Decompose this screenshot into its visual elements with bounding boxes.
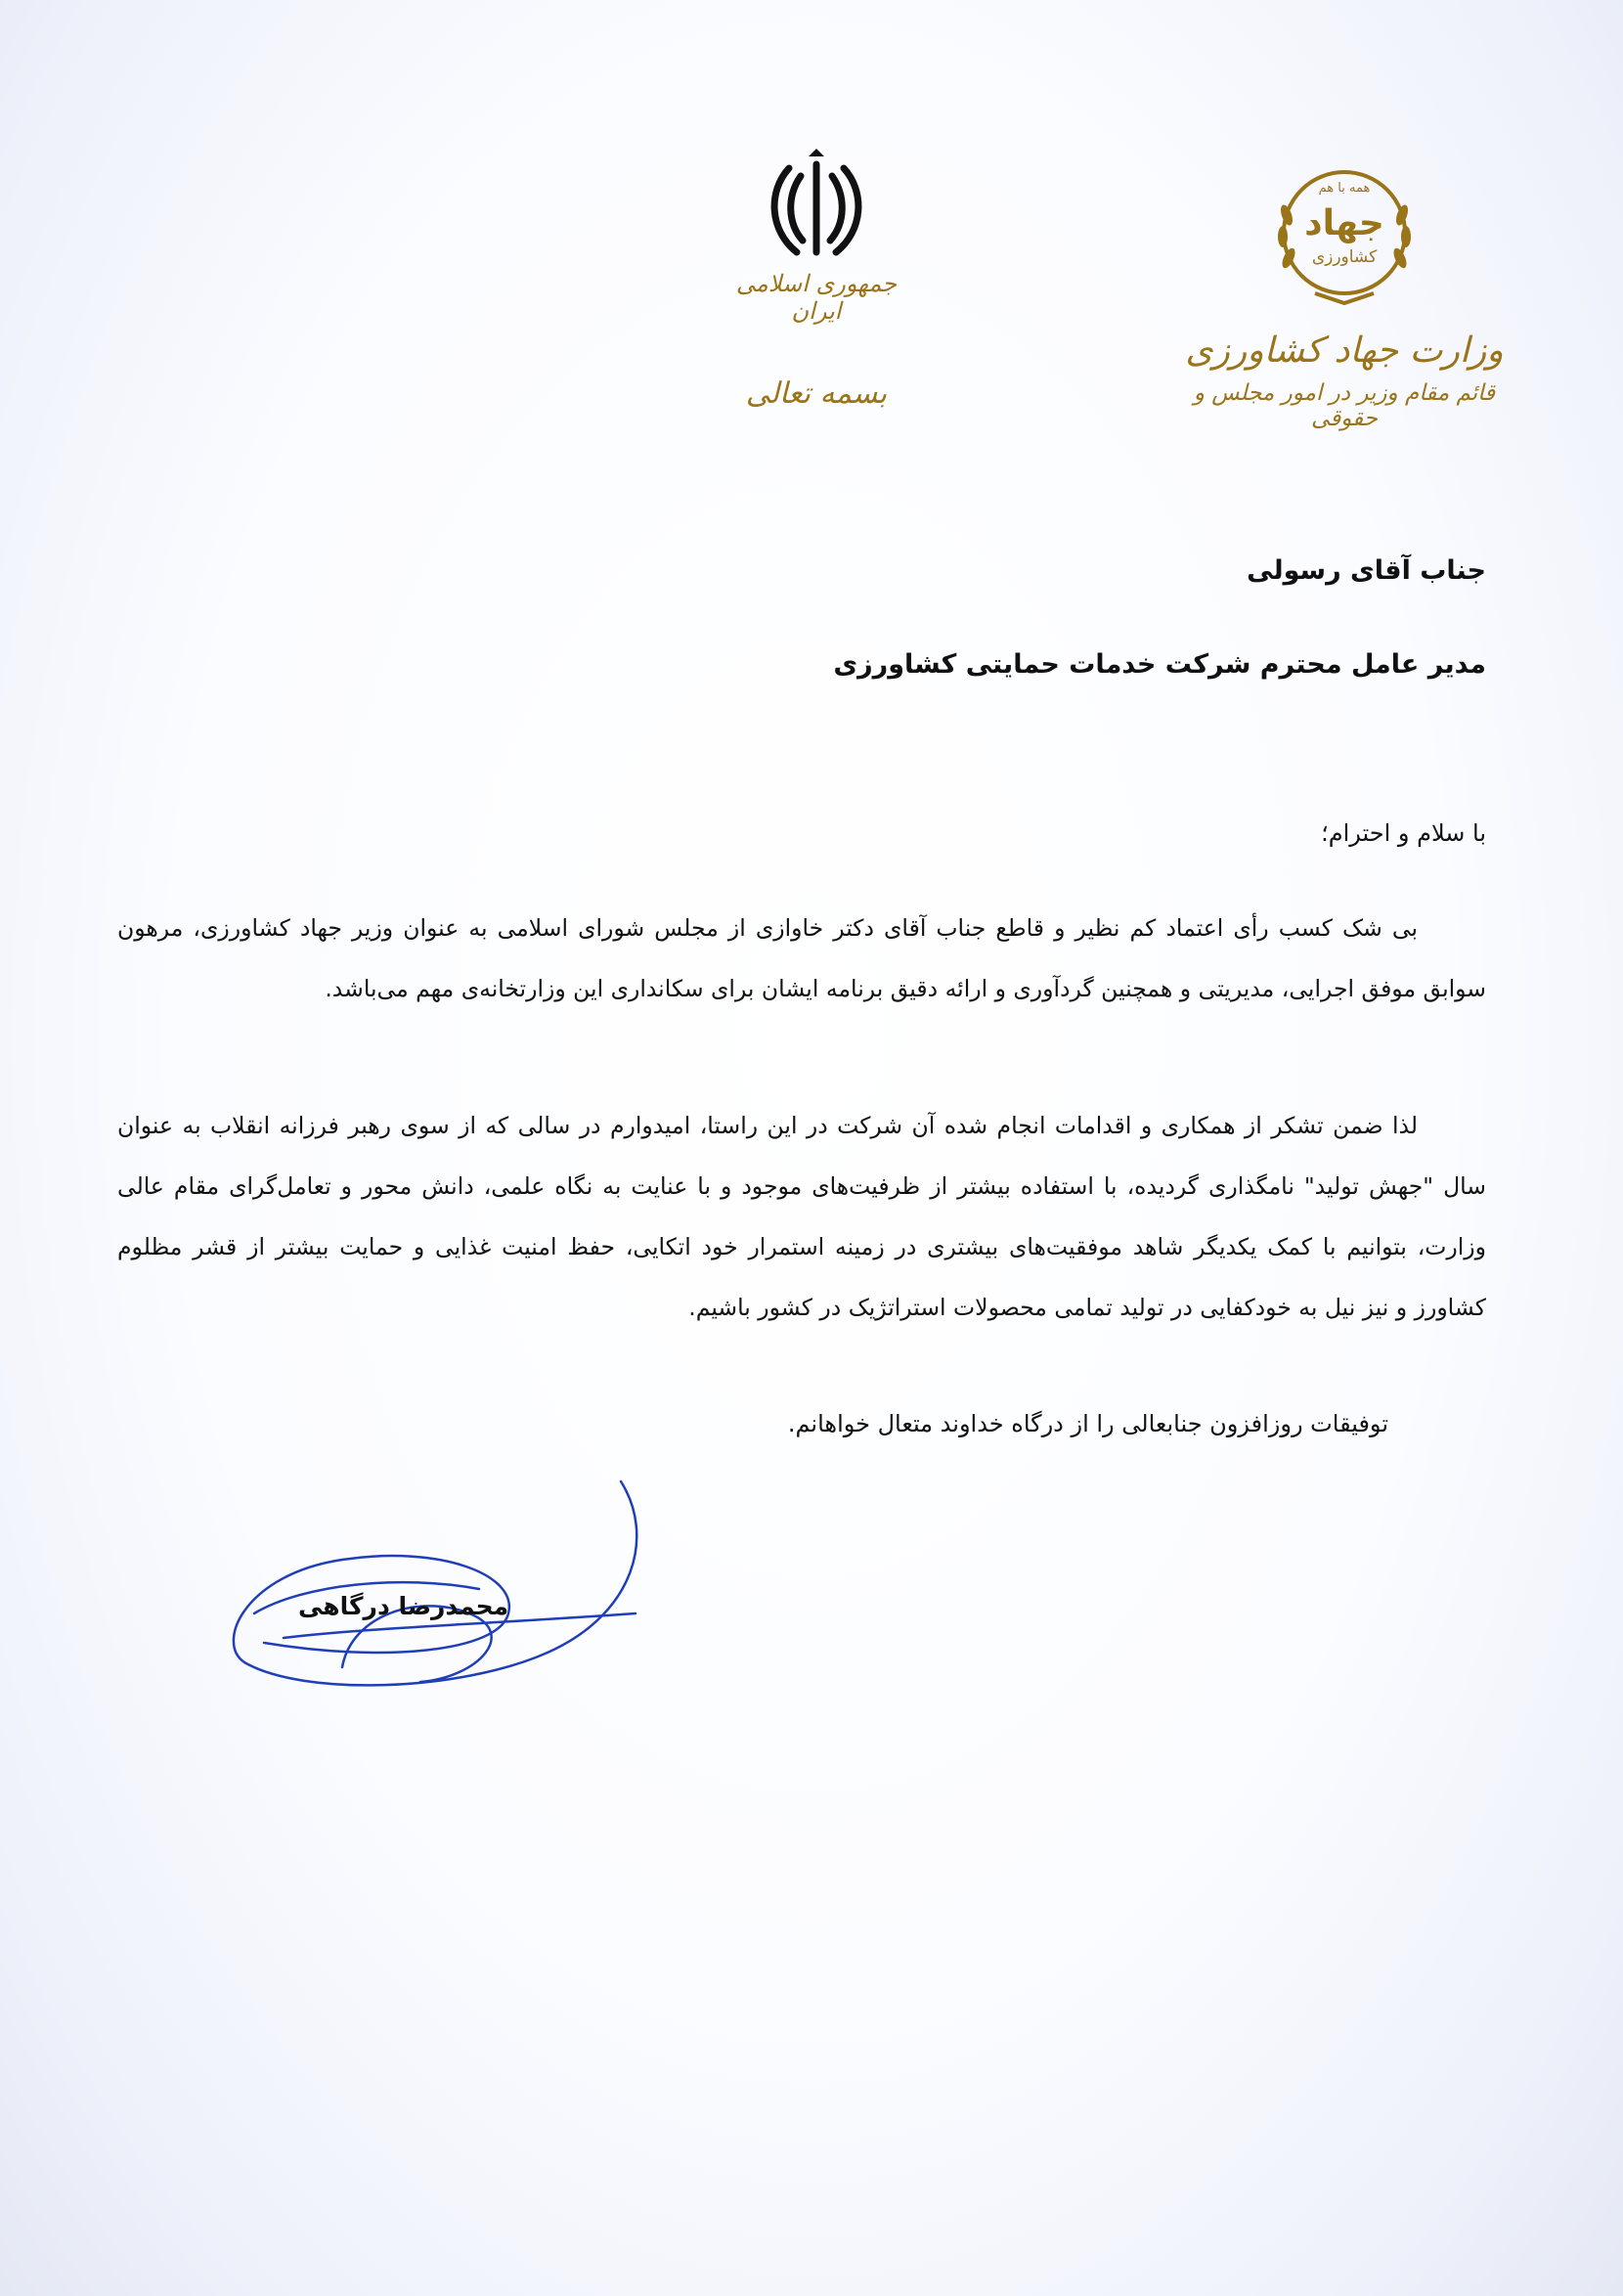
closing-line: توفیقات روزافزون جنابعالی را از درگاه خداوند متعال خواهانم. <box>787 1410 1388 1437</box>
ministry-logo-top-text: همه با هم <box>1318 181 1371 196</box>
signer-name: محمدرضا درگاهی <box>298 1592 509 1620</box>
paragraph-1-text: بی شک کسب رأی اعتماد کم نظیر و قاطع جناب آقای دکتر خاوازی از مجلس شورای اسلامی به عنوان وزیر جهاد کشاورزی، مرهون سوابق موفق اجرایی، مدیریتی و همچنین گردآوری و ارائه دقیق برنامه ایشان برای سکانداری این وزارتخانه‌ی مهم می‌باشد. <box>117 914 1486 1002</box>
emblem-caption: جمهوری اسلامی ایران <box>735 270 898 325</box>
iran-emblem-icon <box>758 147 875 264</box>
ministry-logo-block <box>1183 156 1506 431</box>
greeting: با سلام و احترام؛ <box>1321 819 1486 847</box>
recipient-name: جناب آقای رسولی <box>1247 555 1486 586</box>
body-paragraph-1 <box>117 898 1486 1019</box>
iran-emblem-block <box>719 147 914 325</box>
ministry-name: وزارت جهاد کشاورزی <box>1185 331 1504 371</box>
recipient-title: مدیر عامل محترم شرکت خدمات حمایتی کشاورزی <box>833 649 1486 680</box>
paragraph-2-text: لذا ضمن تشکر از همکاری و اقدامات انجام شده آن شرکت در این راستا، امیدوارم در سالی که از سوی رهبر فرزانه انقلاب به عنوان سال "جهش تولید" نامگذاری گردیده، با استفاده بیشتر از ظرفیت‌های موجود و با عنایت به نگاه علمی، دانش محور و تعامل‌گرای مقام عالی وزارت، بتوانیم با کمک یکدیگر شاهد موفقیت‌های بیشتری در زمینه استمرار خود اتکایی، حفظ امنیت غذایی و حمایت بیشتر از قشر مظلوم کشاورز و نیز نیل به خودکفایی در تولید تمامی محصولات استراتژیک در کشور باشیم. <box>117 1112 1486 1321</box>
ministry-logo-icon <box>1261 156 1427 313</box>
ministry-logo-main-text: جهاد <box>1304 203 1384 243</box>
ministry-subtitle: قائم مقام وزیر در امور مجلس و حقوقی <box>1193 380 1496 431</box>
bismillah-heading: بسمه تعالی <box>745 376 888 411</box>
body-paragraph-2 <box>117 1095 1486 1338</box>
ministry-logo-bottom-text: کشاورزی <box>1311 247 1378 267</box>
